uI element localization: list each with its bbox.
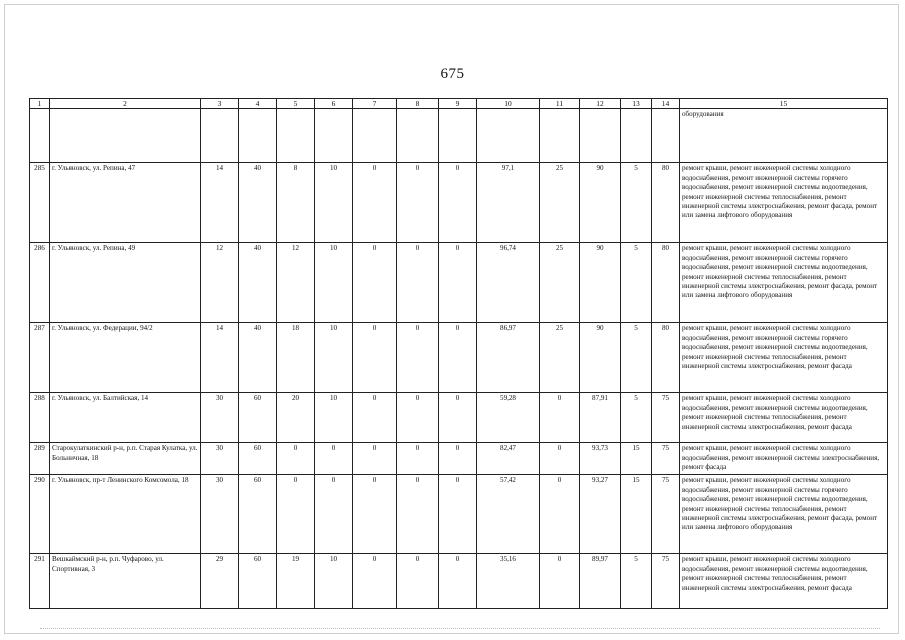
col-6-value: 10 (315, 163, 353, 243)
address: Вешкаймский р-н, р.п. Чуфарово, ул. Спортивная, 3 (50, 554, 201, 609)
col-4-value: 40 (239, 163, 277, 243)
col-7-value: 0 (353, 475, 397, 554)
col-13-value: 15 (621, 475, 652, 554)
row-number: 291 (30, 554, 50, 609)
work-description: ремонт крыши, ремонт инженерной системы холодного водоснабжения, ремонт инженерной системы горячего водоснабжения, ремонт инженерной системы водоотведения, ремонт инженерной системы теплоснабжения, ремонт инженерной системы электроснабжения, ремонт фасада, ремонт или замена лифтового оборудования (680, 243, 888, 323)
col-12-value: 90 (580, 243, 621, 323)
work-description: ремонт крыши, ремонт инженерной системы холодного водоснабжения, ремонт инженерной системы электроснабжения, ремонт фасада (680, 443, 888, 475)
col-13-value: 5 (621, 554, 652, 609)
header-cell: 13 (621, 99, 652, 109)
table-row (30, 554, 888, 609)
col-11-value: 0 (540, 554, 580, 609)
address: г. Ульяновск, ул. Федерации, 94/2 (50, 323, 201, 393)
col-6-value: 0 (315, 475, 353, 554)
header-cell: 1 (30, 99, 50, 109)
address: г. Ульяновск, пр-т Ленинского Комсомола, 18 (50, 475, 201, 554)
col-12-value: 93,27 (580, 475, 621, 554)
col-5-value: 12 (277, 243, 315, 323)
header-cell: 9 (439, 99, 477, 109)
table-row (30, 443, 888, 475)
col-13-value: 15 (621, 443, 652, 475)
address: г. Ульяновск, ул. Репина, 49 (50, 243, 201, 323)
col-6-value: 10 (315, 323, 353, 393)
page-number: 675 (440, 66, 465, 82)
col-9-value: 0 (439, 243, 477, 323)
col-8-value: 0 (397, 393, 439, 443)
col-14-value: 75 (652, 443, 680, 475)
continuation-row (30, 109, 888, 163)
col-5-value: 0 (277, 475, 315, 554)
col-9-value: 0 (439, 393, 477, 443)
table-row (30, 163, 888, 243)
col-10-value: 96,74 (477, 243, 540, 323)
col-8-value: 0 (397, 323, 439, 393)
header-cell: 14 (652, 99, 680, 109)
work-description: ремонт крыши, ремонт инженерной системы холодного водоснабжения, ремонт инженерной системы водоотведения, ремонт инженерной системы теплоснабжения, ремонт инженерной системы электроснабжения, ремонт фасада (680, 554, 888, 609)
col-12-value: 89,97 (580, 554, 621, 609)
address: Старокулаткинский р-н, р.п. Старая Кулатка, ул. Больничная, 18 (50, 443, 201, 475)
header-cell: 2 (50, 99, 201, 109)
col-12-value: 93,73 (580, 443, 621, 475)
col-13-value: 5 (621, 393, 652, 443)
col-4-value: 60 (239, 443, 277, 475)
col-13-value: 5 (621, 323, 652, 393)
col-10-value: 97,1 (477, 163, 540, 243)
address: г. Ульяновск, ул. Балтийская, 14 (50, 393, 201, 443)
col-8-value: 0 (397, 554, 439, 609)
col-11-value: 25 (540, 243, 580, 323)
work-description: ремонт крыши, ремонт инженерной системы холодного водоснабжения, ремонт инженерной системы водоотведения, ремонт инженерной системы теплоснабжения, ремонт инженерной системы электроснабжения, ремонт фасада (680, 393, 888, 443)
col-8-value: 0 (397, 475, 439, 554)
col-10-value: 57,42 (477, 475, 540, 554)
header-cell: 10 (477, 99, 540, 109)
header-row (30, 99, 888, 109)
col-13-value: 5 (621, 163, 652, 243)
col-7-value: 0 (353, 554, 397, 609)
col-7-value: 0 (353, 393, 397, 443)
col-7-value: 0 (353, 323, 397, 393)
col-5-value: 8 (277, 163, 315, 243)
col-10-value: 59,28 (477, 393, 540, 443)
col-14-value: 75 (652, 393, 680, 443)
col-8-value: 0 (397, 163, 439, 243)
work-description: ремонт крыши, ремонт инженерной системы холодного водоснабжения, ремонт инженерной системы горячего водоснабжения, ремонт инженерной системы водоотведения, ремонт инженерной системы теплоснабжения, ремонт инженерной системы электроснабжения, ремонт фасада, ремонт или замена лифтового оборудования (680, 475, 888, 554)
table-row (30, 323, 888, 393)
col-10-value: 35,16 (477, 554, 540, 609)
header-cell: 6 (315, 99, 353, 109)
col-4-value: 40 (239, 243, 277, 323)
col-9-value: 0 (439, 443, 477, 475)
col-3-value: 14 (201, 323, 239, 393)
table-row (30, 393, 888, 443)
col-14-value: 80 (652, 243, 680, 323)
col-14-value: 80 (652, 323, 680, 393)
col-7-value: 0 (353, 243, 397, 323)
col-7-value: 0 (353, 443, 397, 475)
col-14-value: 75 (652, 475, 680, 554)
col-8-value: 0 (397, 443, 439, 475)
col-5-value: 0 (277, 443, 315, 475)
row-number: 289 (30, 443, 50, 475)
col-14-value: 75 (652, 554, 680, 609)
row-number: 288 (30, 393, 50, 443)
header-cell: 4 (239, 99, 277, 109)
repair-table (29, 98, 888, 609)
scan-artifact-line (40, 628, 880, 631)
col-11-value: 0 (540, 443, 580, 475)
header-cell: 5 (277, 99, 315, 109)
header-cell: 15 (680, 99, 888, 109)
col-3-value: 30 (201, 393, 239, 443)
col-11-value: 0 (540, 393, 580, 443)
col-12-value: 90 (580, 163, 621, 243)
row-number: 287 (30, 323, 50, 393)
col-5-value: 20 (277, 393, 315, 443)
col-5-value: 18 (277, 323, 315, 393)
header-cell: 3 (201, 99, 239, 109)
col-4-value: 60 (239, 554, 277, 609)
col-10-value: 82,47 (477, 443, 540, 475)
work-description: оборудования (680, 109, 888, 163)
col-3-value: 29 (201, 554, 239, 609)
row-number: 285 (30, 163, 50, 243)
col-12-value: 90 (580, 323, 621, 393)
header-cell: 12 (580, 99, 621, 109)
row-number: 290 (30, 475, 50, 554)
col-9-value: 0 (439, 554, 477, 609)
work-description: ремонт крыши, ремонт инженерной системы холодного водоснабжения, ремонт инженерной системы горячего водоснабжения, ремонт инженерной системы водоотведения, ремонт инженерной системы теплоснабжения, ремонт инженерной системы электроснабжения, ремонт фасада, ремонт или замена лифтового оборудования (680, 163, 888, 243)
col-7-value: 0 (353, 163, 397, 243)
col-13-value: 5 (621, 243, 652, 323)
col-9-value: 0 (439, 475, 477, 554)
col-3-value: 30 (201, 443, 239, 475)
header-cell: 11 (540, 99, 580, 109)
header-cell: 7 (353, 99, 397, 109)
col-4-value: 60 (239, 475, 277, 554)
col-12-value: 87,91 (580, 393, 621, 443)
col-8-value: 0 (397, 243, 439, 323)
address: г. Ульяновск, ул. Репина, 47 (50, 163, 201, 243)
col-3-value: 30 (201, 475, 239, 554)
col-11-value: 25 (540, 163, 580, 243)
col-11-value: 0 (540, 475, 580, 554)
col-9-value: 0 (439, 323, 477, 393)
col-14-value: 80 (652, 163, 680, 243)
work-description: ремонт крыши, ремонт инженерной системы холодного водоснабжения, ремонт инженерной системы горячего водоснабжения, ремонт инженерной системы водоотведения, ремонт инженерной системы теплоснабжения, ремонт инженерной системы электроснабжения, ремонт фасада (680, 323, 888, 393)
col-3-value: 14 (201, 163, 239, 243)
col-11-value: 25 (540, 323, 580, 393)
col-3-value: 12 (201, 243, 239, 323)
col-6-value: 0 (315, 443, 353, 475)
header-cell: 8 (397, 99, 439, 109)
col-9-value: 0 (439, 163, 477, 243)
col-4-value: 60 (239, 393, 277, 443)
col-4-value: 40 (239, 323, 277, 393)
col-10-value: 86,97 (477, 323, 540, 393)
row-number: 286 (30, 243, 50, 323)
col-6-value: 10 (315, 554, 353, 609)
col-5-value: 19 (277, 554, 315, 609)
table-row (30, 243, 888, 323)
col-6-value: 10 (315, 393, 353, 443)
table-row (30, 475, 888, 554)
col-6-value: 10 (315, 243, 353, 323)
